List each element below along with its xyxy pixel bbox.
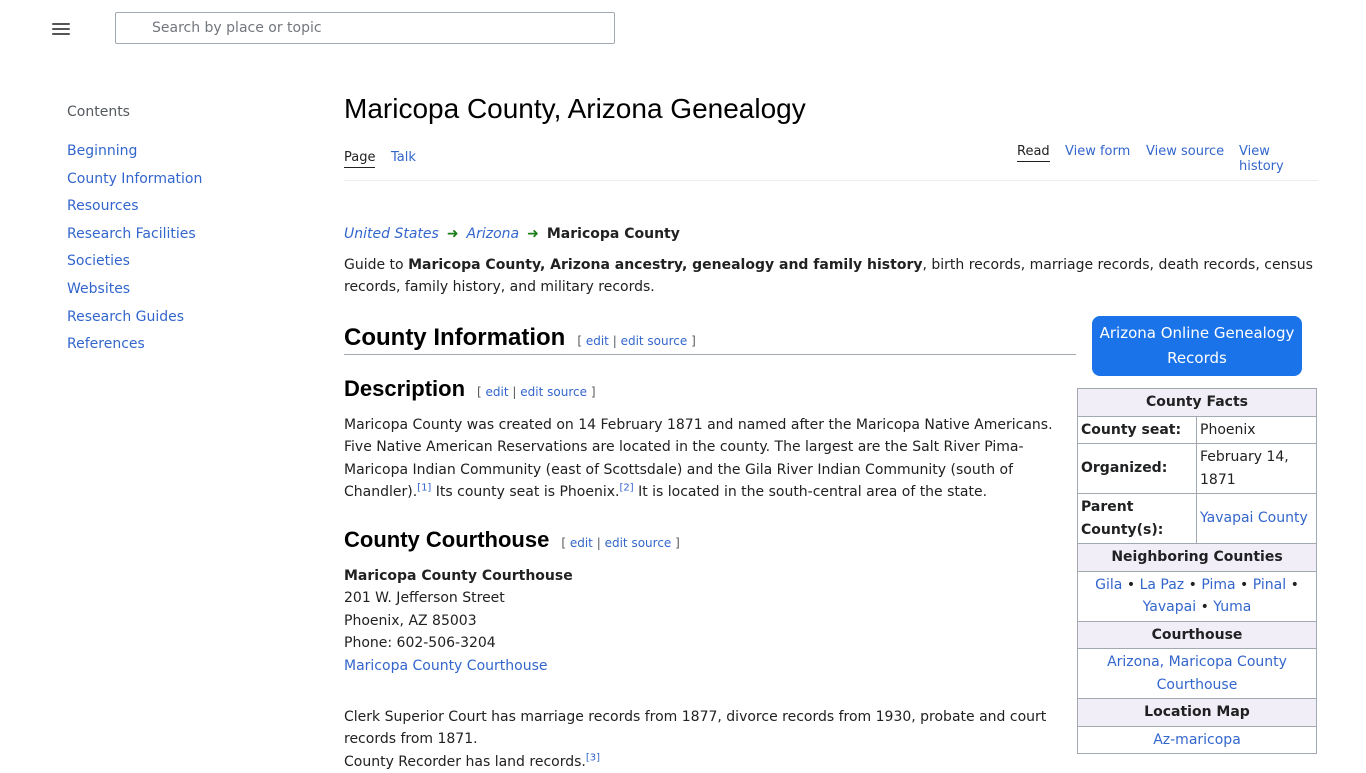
- county-seat-value: Phoenix: [1197, 416, 1317, 444]
- toc-item-county-information[interactable]: County Information: [67, 170, 203, 187]
- bracket-close: ]: [675, 536, 680, 550]
- intro-rest: , birth records, marriage records, death records, census records, family history, and military records.: [344, 257, 1313, 295]
- neighboring-counties-header: Neighboring Counties: [1078, 544, 1317, 572]
- neighbor-link-pinal[interactable]: Pinal: [1252, 576, 1287, 593]
- section-edit-links: [577, 334, 695, 348]
- location-map-image-broken[interactable]: Az-maricopa: [1153, 731, 1241, 748]
- courthouse-image-broken[interactable]: Arizona, Maricopa County Courthouse: [1107, 654, 1287, 693]
- search-box[interactable]: [115, 12, 615, 44]
- county-seat-label: County seat:: [1078, 416, 1197, 444]
- heading-description: [344, 376, 596, 402]
- neighbor-link-la-paz[interactable]: La Paz: [1139, 576, 1185, 593]
- bracket-open: [: [477, 385, 482, 399]
- toc-item-resources[interactable]: Resources: [67, 198, 139, 215]
- section-edit-links: [561, 536, 679, 550]
- breadcrumb-current: Maricopa County: [546, 226, 680, 242]
- edit-source-link[interactable]: edit source: [604, 536, 672, 550]
- parent-county-label: Parent County(s):: [1078, 494, 1197, 544]
- courthouse-image-cell: [1078, 649, 1317, 699]
- description-text-2: Its county seat is Phoenix.: [431, 484, 620, 501]
- county-infobox: [1077, 388, 1317, 754]
- description-text-1: Maricopa County was created on 14 February 1871 and named after the Maricopa Native Americans. Five Native American Reservations are located in the county. The largest are the Salt River Pima-Maricopa Indian Community (east of Scottsdale) and the Gila River Indian Community (south of Chandler).: [344, 417, 1053, 501]
- heading-county-information: [344, 324, 1076, 355]
- courthouse-link[interactable]: Maricopa County Courthouse: [344, 657, 548, 674]
- bracket-close: ]: [691, 334, 696, 348]
- separator: |: [512, 385, 517, 399]
- heading-text: County Courthouse: [344, 527, 550, 552]
- location-map-header: Location Map: [1078, 699, 1317, 727]
- intro-lead: Guide to: [344, 257, 409, 273]
- toc-title: Contents: [67, 104, 130, 120]
- location-map-cell: [1078, 726, 1317, 754]
- bracket-close: ]: [590, 385, 596, 399]
- reference-link-2[interactable]: [2]: [619, 482, 634, 494]
- edit-link[interactable]: edit: [485, 385, 509, 399]
- intro-bold: Maricopa County, Arizona ancestry, genealogy and family history: [408, 257, 923, 273]
- parent-county-link[interactable]: Yavapai County: [1200, 510, 1308, 527]
- section-edit-links: [477, 385, 595, 399]
- page-tabs: [344, 144, 1318, 181]
- menu-hamburger-icon[interactable]: [52, 20, 70, 38]
- bullet-separator: •: [1200, 599, 1209, 615]
- toc-item-websites[interactable]: Websites: [67, 280, 131, 297]
- courthouse-records-paragraph: [344, 706, 1060, 773]
- tab-view-form[interactable]: View form: [1065, 144, 1131, 159]
- description-text-3: It is located in the south-central area of the state.: [633, 484, 988, 501]
- reference-2: [619, 483, 633, 494]
- courthouse-header: Courthouse: [1078, 621, 1317, 649]
- heading-county-courthouse: [344, 527, 680, 553]
- organized-value: February 14, 1871: [1197, 444, 1317, 494]
- description-paragraph: [344, 414, 1060, 504]
- neighbor-link-pima[interactable]: Pima: [1201, 576, 1236, 593]
- edit-link[interactable]: edit: [585, 334, 609, 348]
- toc-item-research-guides[interactable]: Research Guides: [67, 308, 185, 325]
- online-records-button[interactable]: Arizona Online Genealogy Records: [1092, 316, 1302, 376]
- toc-item-research-facilities[interactable]: Research Facilities: [67, 225, 196, 242]
- heading-text: County Information: [344, 324, 566, 351]
- reference-link-3[interactable]: [3]: [585, 752, 601, 764]
- reference-3: [586, 752, 600, 763]
- bracket-open: [: [561, 536, 567, 550]
- neighboring-counties-list: [1078, 571, 1317, 621]
- tab-view-history[interactable]: View history: [1239, 144, 1284, 174]
- organized-label: Organized:: [1078, 444, 1197, 494]
- intro-paragraph: [344, 254, 1318, 298]
- page-title: Maricopa County, Arizona Genealogy: [344, 93, 806, 124]
- menu-bar: [52, 23, 70, 25]
- toc-item-references[interactable]: References: [67, 336, 145, 353]
- arrow-right-icon: ➜: [446, 226, 459, 242]
- breadcrumb: [344, 226, 680, 242]
- neighbor-link-yavapai[interactable]: Yavapai: [1142, 599, 1197, 615]
- bullet-separator: •: [1240, 576, 1249, 593]
- menu-bar: [52, 33, 70, 35]
- separator: |: [596, 536, 601, 550]
- neighbor-link-yuma[interactable]: Yuma: [1213, 599, 1252, 615]
- courthouse-name: Maricopa County Courthouse: [344, 568, 573, 584]
- arrow-right-icon: ➜: [527, 226, 539, 242]
- edit-link[interactable]: edit: [569, 536, 593, 550]
- courthouse-city: Phoenix, AZ 85003: [344, 612, 477, 629]
- courthouse-phone: Phone: 602-506-3204: [344, 635, 496, 652]
- table-of-contents: [67, 104, 307, 359]
- courthouse-street: 201 W. Jefferson Street: [344, 590, 505, 607]
- county-facts-header: County Facts: [1078, 389, 1317, 417]
- search-input[interactable]: [116, 13, 614, 43]
- edit-source-link[interactable]: edit source: [620, 334, 688, 348]
- reference-link-1[interactable]: [1]: [417, 482, 432, 494]
- neighbor-link-gila[interactable]: Gila: [1095, 576, 1123, 593]
- tab-view-source[interactable]: View source: [1146, 144, 1225, 159]
- toc-item-beginning[interactable]: Beginning: [67, 143, 138, 159]
- tab-page[interactable]: Page: [344, 150, 375, 168]
- heading-text: Description: [344, 376, 466, 401]
- bullet-separator: •: [1126, 576, 1136, 593]
- reference-1: [417, 483, 431, 494]
- bullet-separator: •: [1188, 576, 1197, 593]
- bullet-separator: •: [1290, 576, 1299, 593]
- clerk-records-text: Clerk Superior Court has marriage records from 1877, divorce records from 1930, probate and court records from 1871.: [344, 709, 1047, 748]
- tab-read[interactable]: Read: [1017, 144, 1050, 162]
- tab-talk[interactable]: Talk: [391, 150, 416, 165]
- breadcrumb-arizona[interactable]: Arizona: [466, 226, 520, 242]
- recorder-text: County Recorder has land records.: [344, 753, 586, 770]
- courthouse-address: [344, 565, 1060, 677]
- toc-item-societies[interactable]: Societies: [67, 253, 130, 270]
- separator: |: [612, 334, 617, 348]
- menu-bar: [52, 28, 70, 30]
- edit-source-link[interactable]: edit source: [520, 385, 587, 399]
- breadcrumb-united-states[interactable]: United States: [344, 226, 439, 242]
- bracket-open: [: [577, 334, 582, 348]
